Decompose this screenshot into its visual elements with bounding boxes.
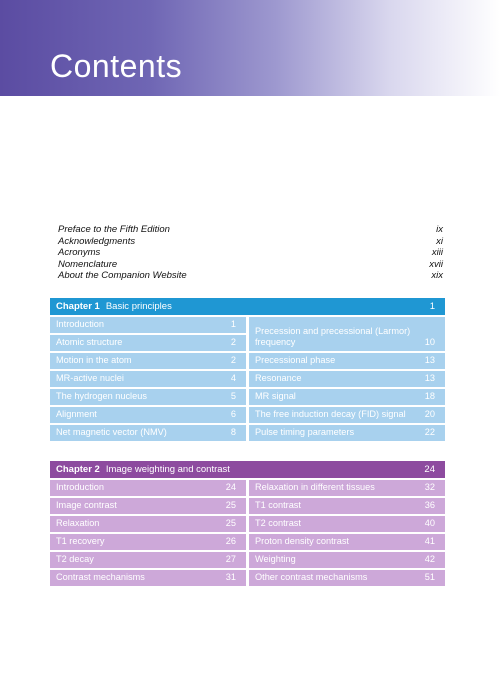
entry-title: Other contrast mechanisms [255, 572, 368, 582]
entry-page: 36 [424, 500, 435, 510]
chapter-1-section [50, 298, 445, 443]
chapter-page: 1 [429, 301, 435, 312]
entry-title: Resonance [255, 373, 302, 383]
toc-entry[interactable] [50, 335, 246, 351]
entry-page: 40 [424, 518, 435, 528]
toc-entry[interactable] [50, 353, 246, 369]
toc-entry[interactable] [249, 480, 445, 496]
entry-title: Alignment [56, 409, 97, 419]
toc-entry[interactable] [249, 516, 445, 532]
entry-page: 51 [424, 572, 435, 582]
toc-entry[interactable] [249, 425, 445, 441]
entry-title: MR signal [255, 391, 296, 401]
toc-entry[interactable] [50, 425, 246, 441]
entry-title: The hydrogen nucleus [56, 391, 147, 401]
chapter-label: Chapter 2 [56, 464, 100, 475]
entry-page: 42 [424, 554, 435, 564]
entry-page: 13 [424, 355, 435, 365]
entry-page: 22 [424, 427, 435, 437]
front-matter-item[interactable] [58, 259, 443, 271]
entry-title: Relaxation in different tissues [255, 482, 375, 492]
chapter-page: 24 [424, 464, 435, 475]
entry-page: 31 [225, 572, 236, 582]
toc-entry[interactable] [50, 516, 246, 532]
entry-page: 8 [230, 427, 236, 437]
entry-page: 2 [230, 355, 236, 365]
chapter-title: Basic principles [105, 301, 172, 312]
chapter-title: Image weighting and contrast [105, 464, 230, 475]
entry-page: 24 [225, 482, 236, 492]
entry-title: Atomic structure [56, 337, 123, 347]
entry-page: 32 [424, 482, 435, 492]
entry-page: 13 [424, 373, 435, 383]
chapter-label: Chapter 1 [56, 301, 100, 312]
entry-title: T1 contrast [255, 500, 301, 510]
front-matter-list [58, 224, 443, 282]
entry-page: 25 [225, 518, 236, 528]
front-matter-title: Nomenclature [58, 258, 118, 270]
entry-title: T2 contrast [255, 518, 301, 528]
toc-entry[interactable] [249, 570, 445, 586]
entry-title: Relaxation [56, 518, 100, 528]
entry-page: 20 [424, 409, 435, 419]
toc-entry[interactable] [50, 498, 246, 514]
entry-page: 41 [424, 536, 435, 546]
entry-title: T2 decay [56, 554, 94, 564]
entry-page: 25 [225, 500, 236, 510]
toc-entry[interactable] [249, 353, 445, 369]
chapter-header[interactable] [50, 298, 445, 315]
toc-entry[interactable] [50, 534, 246, 550]
chapter-header[interactable] [50, 461, 445, 478]
entry-page: 2 [230, 337, 236, 347]
front-matter-page: xvii [429, 258, 443, 270]
entry-page: 4 [230, 373, 236, 383]
front-matter-page: ix [436, 224, 443, 235]
toc-entry[interactable] [249, 498, 445, 514]
entry-page: 1 [230, 319, 236, 329]
entries-left-column [50, 317, 246, 443]
entry-page: 10 [424, 337, 435, 347]
front-matter-page: xiii [431, 247, 443, 259]
toc-entry[interactable] [50, 317, 246, 333]
page-title: Contents [50, 48, 183, 84]
chapter-2-section [50, 461, 445, 588]
front-matter-item[interactable] [58, 236, 443, 248]
front-matter-title: About the Companion Website [58, 270, 187, 282]
toc-entry[interactable] [249, 407, 445, 423]
entries-right-column [249, 480, 445, 588]
toc-entry[interactable] [50, 389, 246, 405]
entry-page: 6 [230, 409, 236, 419]
entry-title: Motion in the atom [56, 355, 132, 365]
toc-entry[interactable] [50, 570, 246, 586]
chapter-entries [50, 480, 445, 588]
toc-entry[interactable] [50, 407, 246, 423]
entry-title: Contrast mechanisms [56, 572, 145, 582]
front-matter-item[interactable] [58, 224, 443, 236]
entry-page: 5 [230, 391, 236, 401]
entry-title: Precessional phase [255, 355, 336, 365]
front-matter-page: xix [431, 270, 443, 282]
front-matter-page: xi [436, 235, 443, 247]
front-matter-title: Acronyms [58, 247, 101, 259]
front-matter-item[interactable] [58, 270, 443, 282]
toc-entry[interactable] [249, 371, 445, 387]
front-matter-item[interactable] [58, 247, 443, 259]
entry-title: Proton density contrast [255, 536, 349, 546]
front-matter-title: Preface to the Fifth Edition [58, 224, 170, 235]
entry-title: Introduction [56, 482, 105, 492]
toc-entry[interactable] [50, 552, 246, 568]
toc-entry[interactable] [249, 552, 445, 568]
entry-page: 26 [225, 536, 236, 546]
toc-entry[interactable] [249, 317, 445, 351]
entries-right-column [249, 317, 445, 443]
front-matter-title: Acknowledgments [58, 235, 136, 247]
entry-title: Pulse timing parameters [255, 427, 355, 437]
entry-title: T1 recovery [56, 536, 105, 546]
toc-entry[interactable] [50, 480, 246, 496]
toc-entry[interactable] [249, 534, 445, 550]
entry-title: Weighting [255, 554, 296, 564]
entry-page: 27 [225, 554, 236, 564]
entry-title: Introduction [56, 319, 105, 329]
toc-entry[interactable] [50, 371, 246, 387]
entry-title: MR-active nuclei [56, 373, 124, 383]
entry-title: Image contrast [56, 500, 117, 510]
toc-entry[interactable] [249, 389, 445, 405]
entries-left-column [50, 480, 246, 588]
entry-page: 18 [424, 391, 435, 401]
entry-title: The free induction decay (FID) signal [255, 409, 406, 419]
entry-title: Net magnetic vector (NMV) [56, 427, 167, 437]
chapter-entries [50, 317, 445, 443]
entry-title: Precession and precessional (Larmor) frequency [255, 326, 411, 347]
